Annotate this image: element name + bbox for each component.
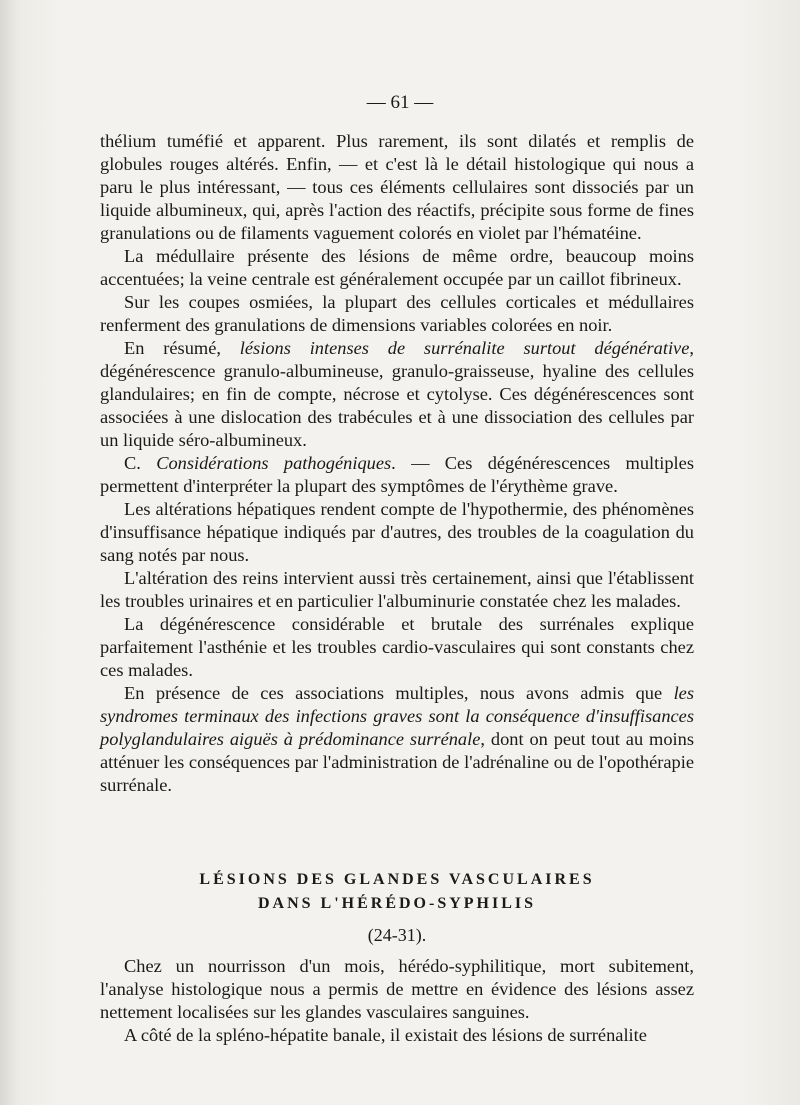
- paragraph-5-emphasis: Considérations pathogéniques: [156, 453, 392, 473]
- paragraph-4-lead: En résumé,: [124, 338, 240, 358]
- paragraph-7: L'altération des reins intervient aussi très certainement, ainsi que l'établissent les troubles urinaires et en particulier l'albuminurie constatée chez les malades.: [100, 568, 694, 611]
- page-number: — 61 —: [366, 92, 434, 113]
- paragraph-4-rest: , dégénérescence granulo-albumineuse, granulo-graisseuse, hyaline des cellules glandulaires; en fin de compte, nécrose et cytolyse. Ces dégénérescences sont associées à une dislocation des trabécules et à une dissociation des cellules par un liquide séro-albumineux.: [100, 338, 694, 450]
- paragraph-9-emphasis: les syndromes terminaux des infections graves sont la conséquence d'insuffisances polyglandulaires aiguës à prédominance surrénale: [100, 683, 694, 749]
- body-text: [100, 130, 694, 797]
- section-heading: [100, 868, 694, 948]
- paragraph-5: [100, 452, 694, 498]
- paragraph-1: thélium tuméfié et apparent. Plus rarement, ils sont dilatés et remplis de globules rouges altérés. Enfin, — et c'est là le détail histologique qui nous a paru le plus intéressant, — tous ces éléments cellulaires sont dissociés par un liquide albumineux, qui, après l'action des réactifs, précipite sous forme de fines granulations ou de filaments vaguement colorés en violet par l'hématéine.: [100, 131, 694, 243]
- section-title-line-2: DANS L'HÉRÉDO-SYPHILIS: [257, 895, 537, 912]
- paragraph-9-rest: , dont on peut tout au moins atténuer les conséquences par l'administration de l'adrénaline ou de l'opothérapie surrénale.: [100, 729, 694, 795]
- section-paragraph-1: Chez un nourrisson d'un mois, hérédo-syphilitique, mort subitement, l'analyse histologique nous a permis de mettre en évidence des lésions assez nettement localisées sur les glandes vasculaires sanguines.: [100, 956, 694, 1022]
- section-body-text: [100, 955, 694, 1047]
- paragraph-2: La médullaire présente des lésions de même ordre, beaucoup moins accentuées; la veine centrale est généralement occupée par un caillot fibrineux.: [100, 246, 694, 289]
- section-paragraph-2: A côté de la spléno-hépatite banale, il existait des lésions de surrénalite: [124, 1025, 647, 1045]
- paragraph-9-lead: En présence de ces associations multiples, nous avons admis que: [124, 683, 674, 703]
- section-title-line-1: LÉSIONS DES GLANDES VASCULAIRES: [199, 871, 595, 888]
- paragraph-4: [100, 337, 694, 452]
- paragraph-3: Sur les coupes osmiées, la plupart des cellules corticales et médullaires renferment des granulations de dimensions variables colorées en noir.: [100, 292, 694, 335]
- paragraph-4-emphasis: lésions intenses de surrénalite surtout dégénérative: [239, 338, 690, 358]
- paragraph-5-lead: C.: [124, 453, 157, 473]
- paragraph-9: [100, 682, 694, 797]
- paragraph-6: Les altérations hépatiques rendent compte de l'hypothermie, des phénomènes d'insuffisance hépatique indiqués par d'autres, des troubles de la coagulation du sang notés par nous.: [100, 499, 694, 565]
- section-reference: (24-31).: [367, 925, 427, 945]
- paragraph-8: La dégénérescence considérable et brutale des surrénales explique parfaitement l'asthénie et les troubles cardio-vasculaires qui sont constants chez ces malades.: [100, 614, 694, 680]
- paragraph-5-rest: . — Ces dégénérescences multiples permettent d'interpréter la plupart des symptômes de l'érythème grave.: [100, 453, 694, 496]
